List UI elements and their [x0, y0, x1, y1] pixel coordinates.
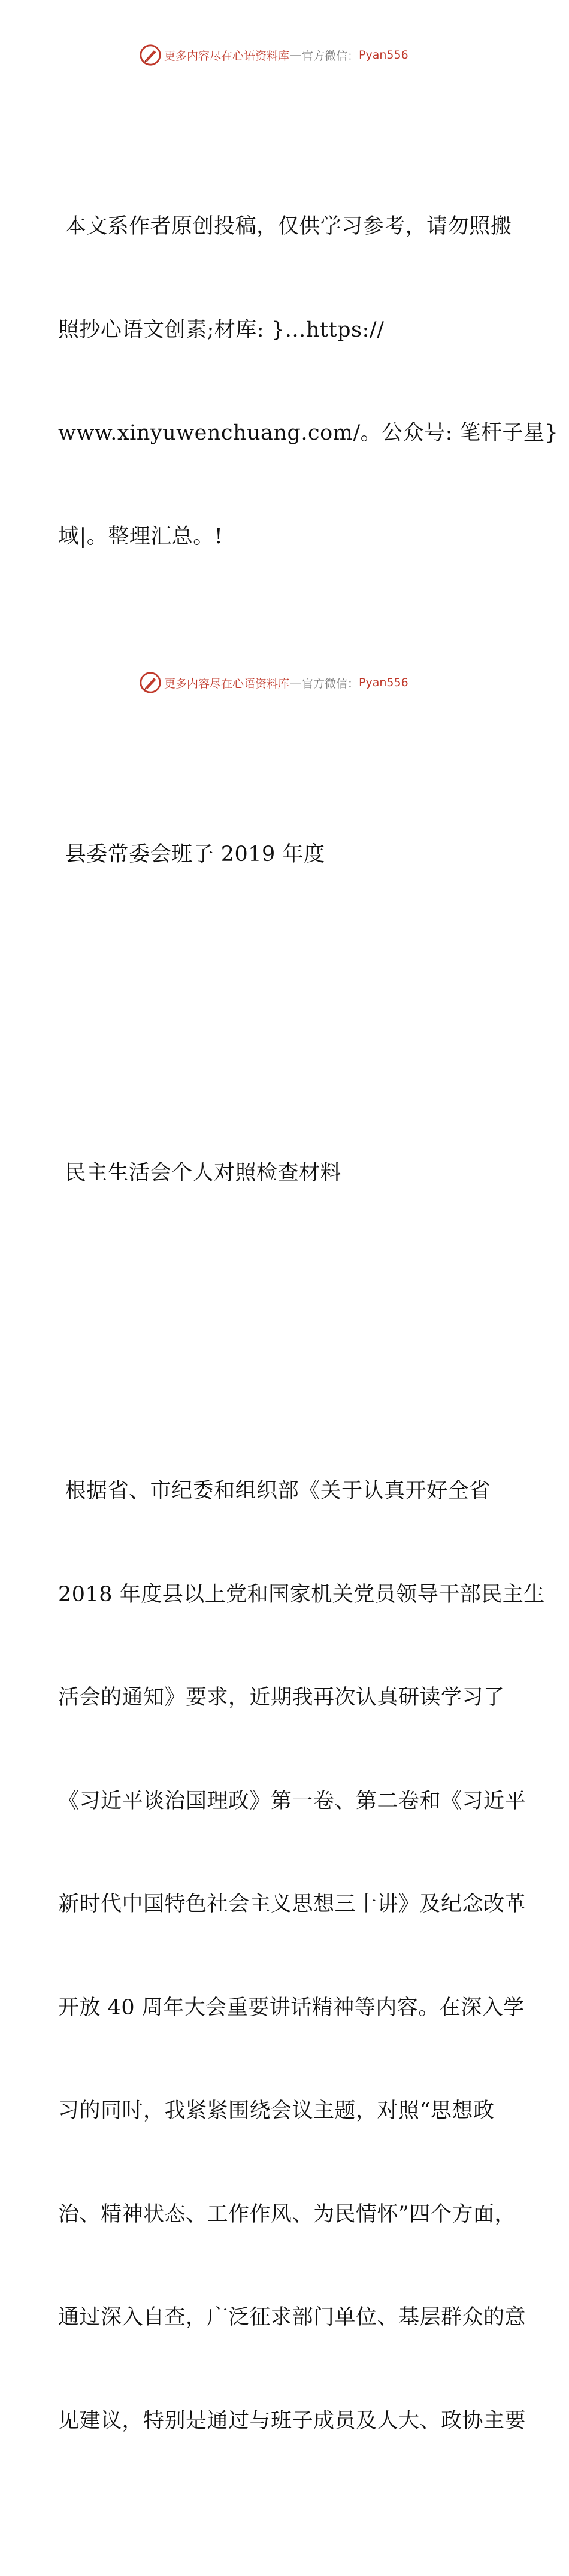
- header-watermark: [139, 43, 408, 67]
- text-line: www.xinyuwenchuang.com/。公众号: 笔杆子星}: [58, 421, 559, 445]
- watermark-text: 更多内容尽在心语资料库: [164, 49, 290, 63]
- watermark-dash: —: [290, 49, 302, 62]
- watermark-official-label: 官方微信：: [302, 677, 359, 690]
- text-line: 见建议，特别是通过与班子成员及人大、政协主要: [58, 2408, 526, 2433]
- text-line: 开放 40 周年大会重要讲话精神等内容。在深入学: [58, 1995, 525, 2020]
- document-subtitle: [58, 1087, 537, 1260]
- text-line: 照抄心语文创素;材库: }…https://: [58, 317, 385, 342]
- text-line: 2018 年度县以上党和国家机关党员领导干部民主生: [58, 1582, 545, 1607]
- text-line: 根据省、市纪委和组织部《关于认真开好全省: [58, 1479, 491, 1503]
- footer-watermark: [139, 671, 408, 695]
- text-line: 通过深入自查，广泛征求部门单位、基层群众的意: [58, 2305, 526, 2329]
- watermark-dash: —: [290, 676, 302, 689]
- text-line: 《习近平谈治国理政》第一卷、第二卷和《习近平: [58, 1789, 526, 1813]
- quill-seal-icon: [139, 44, 162, 66]
- title-line: 县委常委会班子 2019 年度: [58, 842, 325, 866]
- watermark-text: 更多内容尽在心语资料库: [164, 677, 290, 690]
- watermark-official-label: 官方微信：: [302, 49, 359, 63]
- watermark-wechat-id: Pyan556: [359, 676, 408, 689]
- body-paragraph: [58, 1405, 545, 2507]
- text-line: 治、精神状态、工作作风、为民情怀”四个方面，: [58, 2202, 516, 2226]
- title-line: 民主生活会个人对照检查材料: [58, 1160, 342, 1185]
- document-body: [58, 72, 559, 2576]
- text-line: 习的同时，我紧紧围绕会议主题，对照“思想政: [58, 2099, 495, 2123]
- document-title: [58, 769, 537, 941]
- text-line: 域|。整理汇总。!: [58, 524, 223, 548]
- intro-paragraph: [58, 141, 559, 623]
- text-line: 新时代中国特色社会主义思想三十讲》及纪念改革: [58, 1892, 526, 1916]
- watermark-wechat-id: Pyan556: [359, 49, 408, 62]
- quill-seal-icon: [139, 671, 162, 694]
- text-line: 本文系作者原创投稿，仅供学习参考，请勿照搬: [58, 214, 512, 238]
- text-line: 活会的通知》要求，近期我再次认真研读学习了: [58, 1686, 505, 1710]
